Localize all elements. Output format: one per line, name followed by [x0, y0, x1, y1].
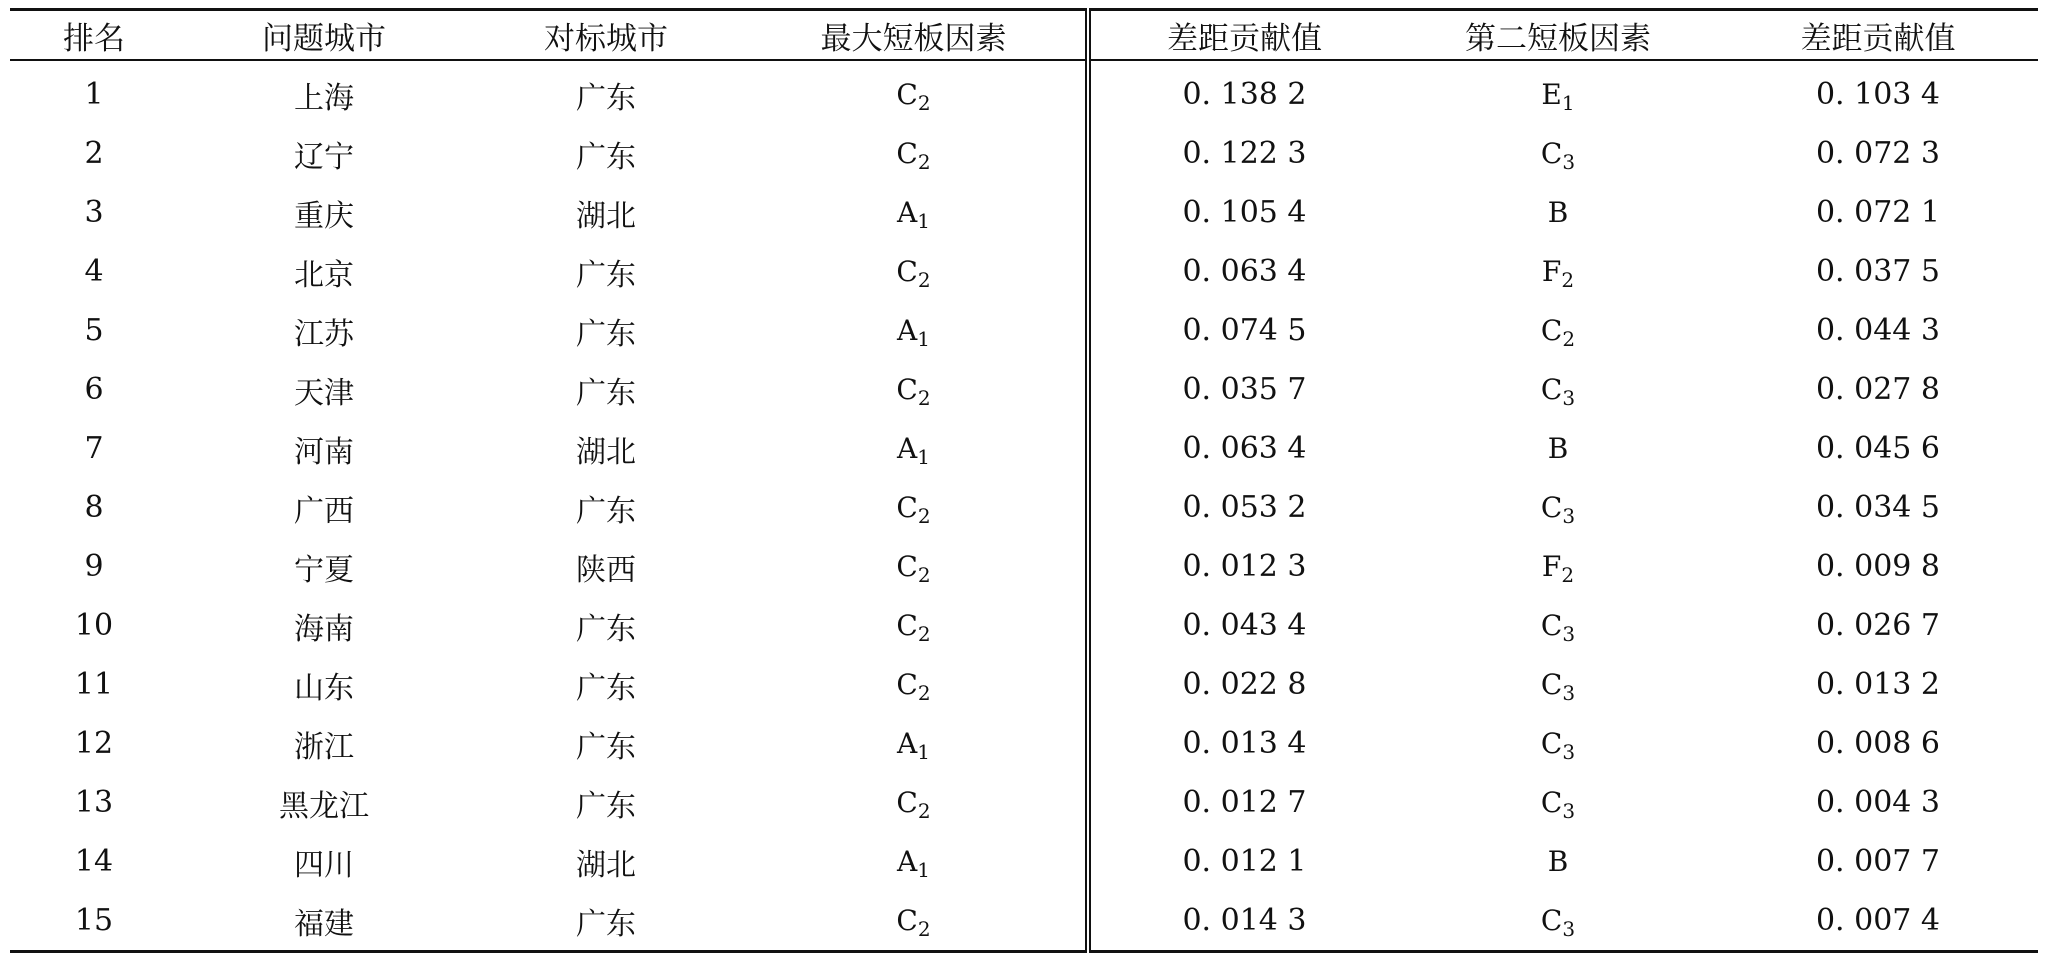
cell-benchmark-city: 广东 [576, 316, 636, 352]
factor-subscript: 2 [917, 91, 931, 115]
cell-largest-weakness [742, 60, 1088, 124]
factor-letter: C [1540, 137, 1563, 170]
cell-problem-city: 宁夏 [294, 552, 354, 588]
factor-letter: C [1540, 668, 1563, 701]
factor-subscript: 3 [1562, 799, 1576, 823]
cell-rank: 2 [84, 136, 104, 171]
table-row [10, 891, 2038, 952]
cell-problem-city: 广西 [294, 493, 354, 529]
factor-letter: C [1540, 904, 1563, 937]
cell-benchmark-city: 陕西 [576, 552, 636, 588]
cell-problem-city: 福建 [294, 906, 354, 942]
cell-gap-value-2: 0. 103 4 [1815, 77, 1941, 112]
table-row [10, 773, 2038, 832]
factor-subscript: 2 [917, 150, 931, 174]
cell-benchmark-city: 广东 [576, 493, 636, 529]
factor-subscript: 3 [1562, 150, 1576, 174]
cell-rank: 10 [74, 608, 114, 643]
cell-rank: 9 [84, 549, 104, 584]
factor-letter: C [896, 491, 918, 524]
cell-problem-city: 四川 [294, 847, 354, 883]
factor-subscript: 1 [917, 740, 930, 764]
cell-largest-weakness [742, 301, 1088, 360]
cell-gap-value-2: 0. 027 8 [1815, 372, 1941, 407]
factor-letter: B [1547, 845, 1569, 878]
cell-rank: 11 [74, 667, 114, 702]
cell-largest-weakness [742, 478, 1088, 537]
cell-gap-value-2: 0. 034 5 [1815, 490, 1941, 525]
factor-subscript: 2 [917, 563, 931, 587]
cell-largest-weakness [742, 360, 1088, 419]
cell-largest-weakness [742, 183, 1088, 242]
table-body [10, 60, 2038, 952]
cell-second-weakness [1398, 183, 1718, 242]
factor-subscript: 3 [1562, 740, 1576, 764]
cell-rank: 12 [74, 726, 114, 761]
cell-largest-weakness [742, 419, 1088, 478]
cell-benchmark-city: 广东 [576, 80, 636, 116]
table-row [10, 360, 2038, 419]
cell-benchmark-city: 广东 [576, 611, 636, 647]
cell-gap-value-2: 0. 037 5 [1815, 254, 1941, 289]
cell-gap-value-2: 0. 007 4 [1815, 903, 1941, 938]
factor-letter: C [896, 373, 918, 406]
cell-rank: 4 [84, 254, 104, 289]
factor-subscript: 2 [917, 622, 931, 646]
factor-subscript: 2 [917, 268, 931, 292]
cell-rank: 6 [84, 372, 104, 407]
factor-letter: E [1541, 78, 1562, 111]
factor-subscript: 2 [1562, 327, 1576, 351]
cell-problem-city: 海南 [294, 611, 354, 647]
factor-letter: C [1540, 491, 1563, 524]
cell-gap-value-2: 0. 007 7 [1815, 844, 1941, 879]
factor-letter: C [896, 668, 918, 701]
factor-letter: B [1547, 196, 1569, 229]
table-row [10, 183, 2038, 242]
factor-subscript: 3 [1562, 917, 1576, 941]
cell-second-weakness [1398, 832, 1718, 891]
cell-largest-weakness [742, 596, 1088, 655]
factor-subscript: 1 [917, 445, 930, 469]
cell-second-weakness [1398, 655, 1718, 714]
cell-second-weakness [1398, 419, 1718, 478]
factor-subscript: 3 [1562, 386, 1576, 410]
cell-second-weakness [1398, 714, 1718, 773]
cell-problem-city: 重庆 [294, 198, 354, 234]
table-header-row [10, 10, 2038, 61]
cell-second-weakness [1398, 301, 1718, 360]
cell-largest-weakness [742, 124, 1088, 183]
factor-letter: C [1540, 786, 1563, 819]
cell-rank: 8 [84, 490, 104, 525]
cell-gap-value-2: 0. 013 2 [1815, 667, 1941, 702]
cell-largest-weakness [742, 714, 1088, 773]
cell-gap-value-1: 0. 122 3 [1182, 136, 1307, 171]
factor-subscript: 2 [1561, 563, 1575, 587]
factor-letter: C [896, 550, 918, 583]
factor-letter: A [897, 314, 918, 347]
factor-letter: B [1547, 432, 1569, 465]
cell-problem-city: 江苏 [294, 316, 354, 352]
header-benchmark-city: 对标城市 [544, 20, 668, 57]
cell-gap-value-1: 0. 063 4 [1182, 431, 1307, 466]
factor-subscript: 1 [917, 209, 930, 233]
cell-gap-value-2: 0. 008 6 [1815, 726, 1941, 761]
cell-second-weakness [1398, 773, 1718, 832]
factor-letter: C [1540, 727, 1563, 760]
header-largest-weakness: 最大短板因素 [742, 10, 1088, 61]
cell-second-weakness [1398, 596, 1718, 655]
cell-gap-value-1: 0. 043 4 [1182, 608, 1307, 643]
cell-largest-weakness [742, 537, 1088, 596]
cell-gap-value-1: 0. 012 3 [1182, 549, 1307, 584]
cell-second-weakness [1398, 537, 1718, 596]
header-rank: 排名 [63, 20, 125, 57]
table-row [10, 60, 2038, 124]
cell-problem-city: 上海 [294, 80, 354, 116]
cell-rank: 13 [74, 785, 114, 820]
table-row [10, 478, 2038, 537]
cell-gap-value-1: 0. 014 3 [1182, 903, 1307, 938]
table-row [10, 655, 2038, 714]
header-gap-contribution-2: 差距贡献值 [1800, 20, 1956, 57]
cell-largest-weakness [742, 773, 1088, 832]
cell-benchmark-city: 湖北 [576, 847, 636, 883]
factor-letter: C [1540, 609, 1563, 642]
data-table-container [10, 8, 2038, 953]
cell-problem-city: 山东 [294, 670, 354, 706]
cell-second-weakness [1398, 242, 1718, 301]
factor-letter: C [896, 255, 918, 288]
cell-problem-city: 天津 [294, 375, 354, 411]
cell-problem-city: 浙江 [294, 729, 354, 765]
cell-rank: 15 [74, 903, 114, 938]
cell-rank: 1 [84, 77, 104, 112]
cell-benchmark-city: 湖北 [576, 198, 636, 234]
cell-largest-weakness [742, 655, 1088, 714]
table-row [10, 242, 2038, 301]
factor-letter: A [897, 432, 918, 465]
factor-letter: F [1541, 550, 1562, 583]
factor-letter: C [896, 609, 918, 642]
factor-letter: C [896, 78, 918, 111]
factor-subscript: 2 [917, 917, 931, 941]
factor-subscript: 2 [917, 386, 931, 410]
factor-subscript: 1 [917, 858, 930, 882]
factor-subscript: 1 [1561, 91, 1575, 115]
cell-gap-value-1: 0. 022 8 [1182, 667, 1307, 702]
cell-benchmark-city: 广东 [576, 670, 636, 706]
factor-subscript: 3 [1562, 622, 1576, 646]
factor-subscript: 2 [917, 681, 931, 705]
factor-letter: C [1540, 314, 1563, 347]
factor-letter: A [897, 727, 918, 760]
table-row [10, 124, 2038, 183]
header-problem-city: 问题城市 [262, 20, 386, 57]
cell-problem-city: 辽宁 [294, 139, 354, 175]
cell-gap-value-1: 0. 012 7 [1182, 785, 1307, 820]
cell-gap-value-1: 0. 105 4 [1182, 195, 1307, 230]
cell-second-weakness [1398, 360, 1718, 419]
cell-second-weakness [1398, 478, 1718, 537]
cell-benchmark-city: 广东 [576, 139, 636, 175]
cell-gap-value-2: 0. 004 3 [1815, 785, 1941, 820]
cell-gap-value-1: 0. 074 5 [1182, 313, 1307, 348]
cell-gap-value-1: 0. 013 4 [1182, 726, 1307, 761]
cell-gap-value-2: 0. 072 1 [1815, 195, 1941, 230]
cell-gap-value-2: 0. 045 6 [1815, 431, 1941, 466]
table-row [10, 537, 2038, 596]
cell-benchmark-city: 广东 [576, 906, 636, 942]
cell-benchmark-city: 湖北 [576, 434, 636, 470]
factor-letter: A [897, 196, 918, 229]
cell-second-weakness [1398, 891, 1718, 952]
factor-letter: F [1541, 255, 1562, 288]
cell-rank: 3 [84, 195, 104, 230]
cell-gap-value-2: 0. 009 8 [1815, 549, 1941, 584]
factor-subscript: 2 [1561, 268, 1575, 292]
cell-benchmark-city: 广东 [576, 788, 636, 824]
factor-subscript: 2 [917, 504, 931, 528]
table-row [10, 596, 2038, 655]
factor-subscript: 3 [1562, 504, 1576, 528]
cell-benchmark-city: 广东 [576, 729, 636, 765]
factor-letter: C [1540, 373, 1563, 406]
cell-second-weakness [1398, 60, 1718, 124]
cell-largest-weakness [742, 891, 1088, 952]
factor-letter: C [896, 137, 918, 170]
header-second-weakness: 第二短板因素 [1465, 20, 1651, 57]
cell-rank: 5 [84, 313, 104, 348]
cell-problem-city: 北京 [294, 257, 354, 293]
gap-contribution-table [10, 8, 2038, 953]
cell-gap-value-2: 0. 072 3 [1815, 136, 1941, 171]
table-row [10, 419, 2038, 478]
factor-letter: C [896, 904, 918, 937]
factor-letter: C [896, 786, 918, 819]
cell-rank: 7 [84, 431, 104, 466]
factor-subscript: 2 [917, 799, 931, 823]
cell-gap-value-2: 0. 044 3 [1815, 313, 1941, 348]
cell-gap-value-1: 0. 138 2 [1182, 77, 1307, 112]
cell-gap-value-1: 0. 012 1 [1182, 844, 1307, 879]
factor-subscript: 1 [917, 327, 930, 351]
cell-benchmark-city: 广东 [576, 375, 636, 411]
cell-gap-value-1: 0. 053 2 [1182, 490, 1307, 525]
table-row [10, 714, 2038, 773]
table-row [10, 832, 2038, 891]
cell-gap-value-1: 0. 035 7 [1182, 372, 1307, 407]
cell-largest-weakness [742, 832, 1088, 891]
cell-gap-value-1: 0. 063 4 [1182, 254, 1307, 289]
cell-problem-city: 河南 [294, 434, 354, 470]
cell-rank: 14 [74, 844, 114, 879]
factor-subscript: 3 [1562, 681, 1576, 705]
cell-second-weakness [1398, 124, 1718, 183]
table-row [10, 301, 2038, 360]
cell-benchmark-city: 广东 [576, 257, 636, 293]
cell-problem-city: 黑龙江 [279, 788, 369, 824]
cell-largest-weakness [742, 242, 1088, 301]
cell-gap-value-2: 0. 026 7 [1815, 608, 1941, 643]
factor-letter: A [897, 845, 918, 878]
header-gap-contribution-1: 差距贡献值 [1167, 20, 1322, 57]
